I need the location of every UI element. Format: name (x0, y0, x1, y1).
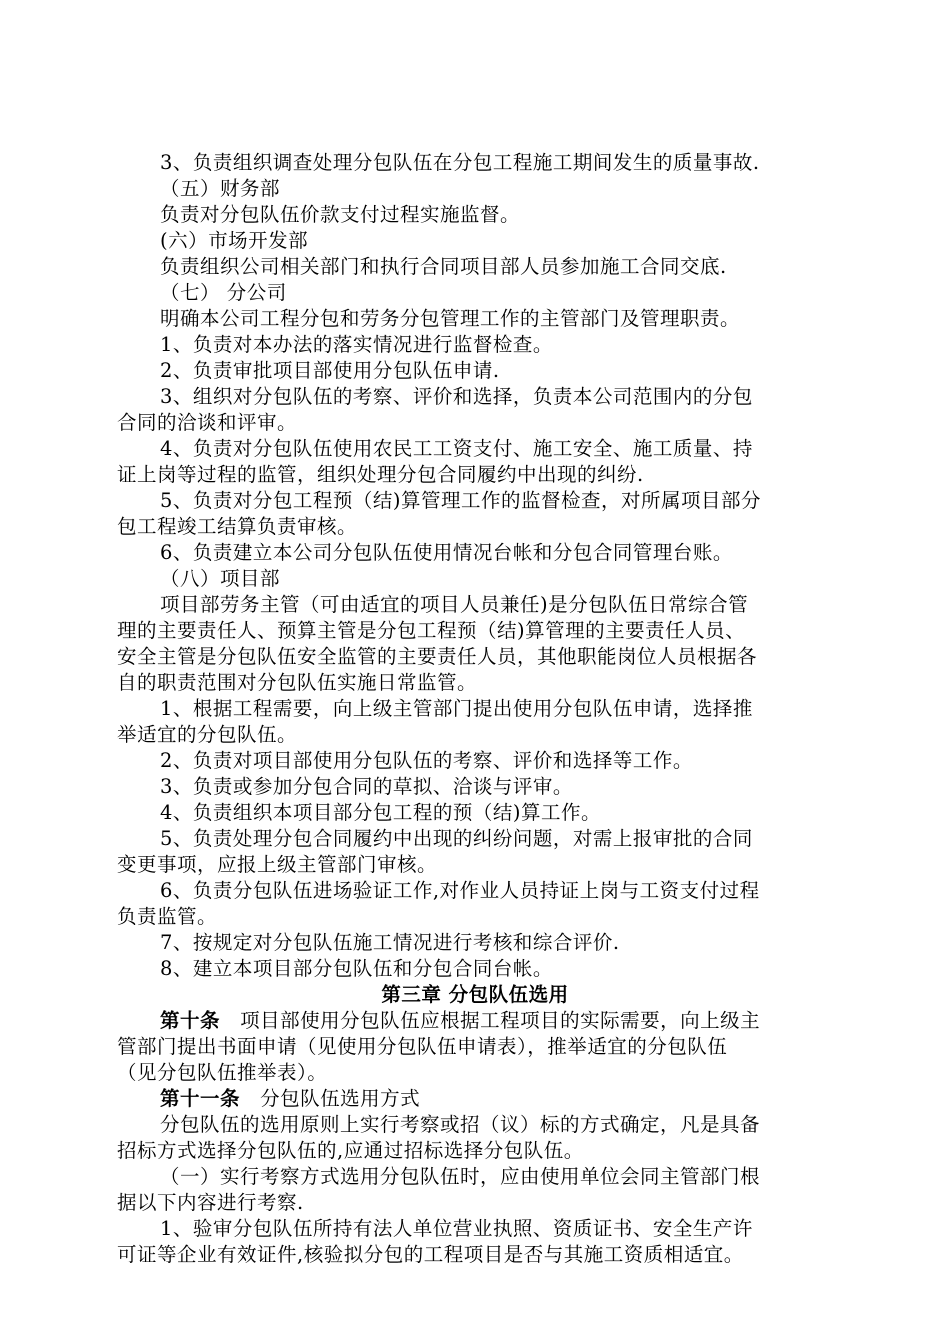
article-10-text: 项目部使用分包队伍应根据工程项目的实际需要，向上级主 (240, 1009, 761, 1032)
text-line: 自的职责范围对分包队伍实施日常监管。 (117, 671, 478, 694)
text-line: 6、负责建立本公司分包队伍使用情况台帐和分包合同管理台账。 (160, 541, 733, 564)
article-10-label: 第十条 (160, 1009, 221, 1032)
text-line: 包工程竣工结算负责审核。 (117, 515, 358, 538)
text-line: 安全主管是分包队伍安全监管的主要责任人员，其他职能岗位人员根据各 (117, 645, 758, 668)
text-line: 4、负责对分包队伍使用农民工工资支付、施工安全、施工质量、持 (160, 437, 753, 460)
text-line: 2、负责对项目部使用分包队伍的考察、评价和选择等工作。 (160, 749, 693, 772)
text-line: 4、负责组织本项目部分包工程的预（结)算工作。 (160, 801, 602, 824)
text-line: 负责监管。 (117, 905, 218, 928)
article-11-label: 第十一条 (160, 1087, 241, 1110)
text-line: 举适宜的分包队伍。 (117, 723, 298, 746)
section-heading-finance: （五）财务部 (160, 177, 281, 200)
text-line: 项目部劳务主管（可由适宜的项目人员兼任)是分包队伍日常综合管 (160, 593, 749, 616)
text-line: 负责组织公司相关部门和执行合同项目部人员参加施工合同交底. (160, 255, 727, 278)
text-line: 据以下内容进行考察. (117, 1191, 304, 1214)
section-heading-market: (六）市场开发部 (160, 229, 309, 252)
text-line: 招标方式选择分包队伍的,应通过招标选择分包队伍。 (117, 1139, 584, 1162)
chapter-title: 第三章 分包队伍选用 (381, 983, 569, 1006)
text-line: 3、组织对分包队伍的考察、评价和选择，负责本公司范围内的分包 (160, 385, 753, 408)
article-11-line (160, 1086, 420, 1112)
text-line: 8、建立本项目部分包队伍和分包合同台帐。 (160, 957, 553, 980)
text-line: 变更事项，应报上级主管部门审核。 (117, 853, 438, 876)
text-line: 可证等企业有效证件,核验拟分包的工程项目是否与其施工资质相适宜。 (117, 1243, 744, 1266)
text-line: 5、负责处理分包合同履约中出现的纠纷问题，对需上报审批的合同 (160, 827, 753, 850)
text-line: （一）实行考察方式选用分包队伍时，应由使用单位会同主管部门根 (160, 1165, 761, 1188)
text-line: 明确本公司工程分包和劳务分包管理工作的主管部门及管理职责。 (160, 307, 741, 330)
text-line: 管部门提出书面申请（见使用分包队伍申请表），推举适宜的分包队伍 (117, 1035, 728, 1058)
text-line: 负责对分包队伍价款支付过程实施监督。 (160, 203, 521, 226)
text-line: 理的主要责任人、预算主管是分包工程预（结)算管理的主要责任人员、 (117, 619, 746, 642)
text-line: 1、验审分包队伍所持有法人单位营业执照、资质证书、安全生产许 (160, 1217, 753, 1240)
text-line: 6、负责分包队伍进场验证工作,对作业人员持证上岗与工资支付过程 (160, 879, 760, 902)
text-line: 分包队伍的选用原则上实行考察或招（议）标的方式确定，凡是具备 (160, 1113, 761, 1136)
section-heading-branch: （七） 分公司 (160, 281, 287, 304)
text-line: 1、根据工程需要，向上级主管部门提出使用分包队伍申请，选择推 (160, 697, 753, 720)
text-line: 3、负责或参加分包合同的草拟、洽谈与评审。 (160, 775, 573, 798)
text-line: 1、负责对本办法的落实情况进行监督检查。 (160, 333, 553, 356)
text-line: 合同的洽谈和评审。 (117, 411, 298, 434)
text-line: （见分包队伍推举表）。 (117, 1061, 328, 1084)
text-line: 证上岗等过程的监管，组织处理分包合同履约中出现的纠纷. (117, 463, 644, 486)
text-line: 5、负责对分包工程预（结)算管理工作的监督检查，对所属项目部分 (160, 489, 762, 512)
article-10-line (160, 1008, 760, 1034)
article-11-title: 分包队伍选用方式 (260, 1087, 421, 1110)
text-line: 3、负责组织调查处理分包队伍在分包工程施工期间发生的质量事故. (160, 151, 760, 174)
section-heading-project: （八）项目部 (160, 567, 281, 590)
text-line: 7、按规定对分包队伍施工情况进行考核和综合评价. (160, 931, 620, 954)
text-line: 2、负责审批项目部使用分包队伍申请. (160, 359, 500, 382)
